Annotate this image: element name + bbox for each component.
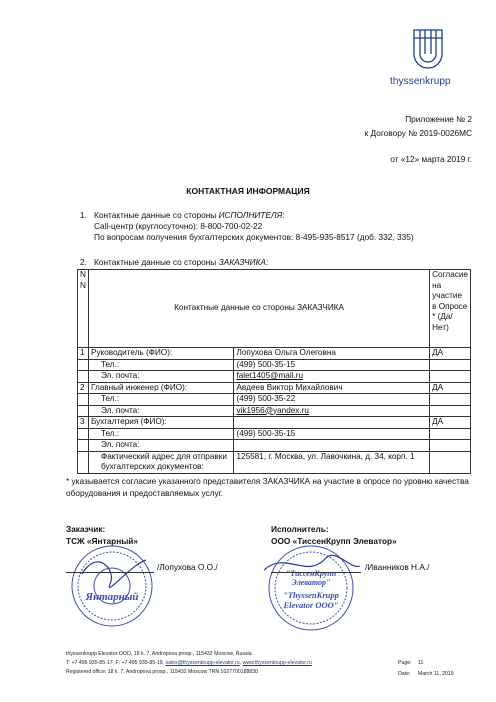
table-row: Эл. почта: falet1405@mail.ru [78, 371, 471, 383]
footer-email-link[interactable]: sales@thyssenkrupp-elevator.ru [165, 660, 240, 666]
header-contacts: Контактные данные со стороны ЗАКАЗЧИКА [88, 270, 429, 348]
customer-signer: /Лопухова О.О./ [157, 562, 218, 572]
contractor-signature-line [271, 572, 361, 573]
header-agree: Согласие на участие в Опросе * (Да/Нет) [430, 270, 471, 348]
annex-number: Приложение № 2 [405, 114, 472, 124]
section-number: 2. [80, 257, 87, 267]
contractor-stamp-line1: "ТиссенКрупп [285, 569, 337, 578]
customer-stamp-text: Янтарный [85, 591, 139, 603]
table-row: Тел.: (499) 500-35-15 [78, 359, 471, 371]
page-title: КОНТАКТНАЯ ИНФОРМАЦИЯ [186, 186, 310, 196]
section-customer: 2. Контактные данные со стороны ЗАКАЗЧИКА: [80, 257, 269, 267]
thyssenkrupp-logo-icon [404, 24, 452, 72]
footer-page-label: Page: [398, 660, 412, 666]
table-row: 3 Бухгалтерия (ФИО): ДА [78, 417, 471, 429]
annex-date: от «12» марта 2019 г. [390, 154, 472, 164]
party-name: ЗАКАЗЧИКА [218, 257, 267, 267]
email-link[interactable]: falet1405@mail.ru [234, 371, 430, 383]
contractor-stamp-line2: Элеватор" [291, 578, 331, 587]
contractor-label: Исполнитель: [271, 524, 329, 534]
customer-org: ТСЖ «Янтарный» [66, 536, 139, 546]
footer-page-value: 11 [418, 660, 424, 666]
table-row: Фактический адрес для отправки бухгалтерских документов: 125581, г. Москва, ул. Лавочкина, д. 34, корп. 1 [78, 451, 471, 473]
contractor-signer: /Иванников Н.А./ [365, 562, 430, 572]
table-header-row [78, 270, 471, 348]
contractor-org: ООО «ТиссенКрупп Элеватор» [271, 536, 397, 546]
footer-registered: Registered office: 18 k. 7, Andropova prosp., 115432 Moscow TRN 1027700188830 [66, 669, 259, 675]
callcenter-line: Call-центр (круглосуточно): 8-800-700-02-22 [94, 221, 263, 232]
section-number: 1. [80, 210, 87, 220]
contractor-stamp-icon [256, 540, 366, 632]
footer-contacts: T: +7 495 935-85-17, F: +7 495 935-85-19, sales@thyssenkrupp-elevator.ru, www.thyssenkrupp-elevator.ru [66, 660, 312, 666]
contractor-stamp-line3: "ThyssenKrupp [283, 590, 339, 600]
customer-label: Заказчик: [66, 524, 106, 534]
brand-name: thyssenkrupp [390, 76, 451, 87]
footer-web-link[interactable]: www.thyssenkrupp-elevator.ru [242, 660, 312, 666]
footer-address: thyssenkrupp Elevator OOO, 18 k. 7, Andropova prosp., 115432 Moscow, Russia [66, 651, 252, 657]
customer-contacts-table [77, 269, 471, 474]
table-row: 1 Руководитель (ФИО): Лопухова Ольга Олеговна ДА [78, 348, 471, 360]
accounting-line: По вопросам получения бухгалтерских документов: 8-495-935-8517 (доб. 332, 335) [94, 232, 414, 243]
footer-date-label: Date: [398, 671, 411, 677]
contract-number: к Договору № 2019-0026МС [364, 128, 472, 138]
contractor-stamp-line4: Elevator OOO" [283, 600, 339, 610]
customer-stamp-icon [62, 540, 162, 628]
header-index: N N [78, 270, 89, 348]
table-row: Тел.: (499) 500-35-15 [78, 428, 471, 440]
footer-date-value: March 11, 2019 [418, 671, 454, 677]
email-link[interactable]: vik1956@yandex.ru [234, 405, 430, 417]
table-row: Эл. почта: vik1956@yandex.ru [78, 405, 471, 417]
customer-signature-line [66, 572, 154, 573]
section-heading: Контактные данные со стороны ИСПОЛНИТЕЛЯ: [94, 210, 285, 220]
party-name: ИСПОЛНИТЕЛЯ [218, 210, 283, 220]
section-contractor [80, 210, 480, 246]
footnote: * указывается согласие указанного представителя ЗАКАЗЧИКА на участие в опросе по уровню качества оборудования и предоставляемых услуг. [66, 476, 469, 498]
table-row: Тел.: (499) 500-35-22 [78, 394, 471, 406]
table-row: Эл. почта: [78, 440, 471, 452]
table-row: 2 Главный инженер (ФИО): Авдеев Виктор Михайлович ДА [78, 382, 471, 394]
